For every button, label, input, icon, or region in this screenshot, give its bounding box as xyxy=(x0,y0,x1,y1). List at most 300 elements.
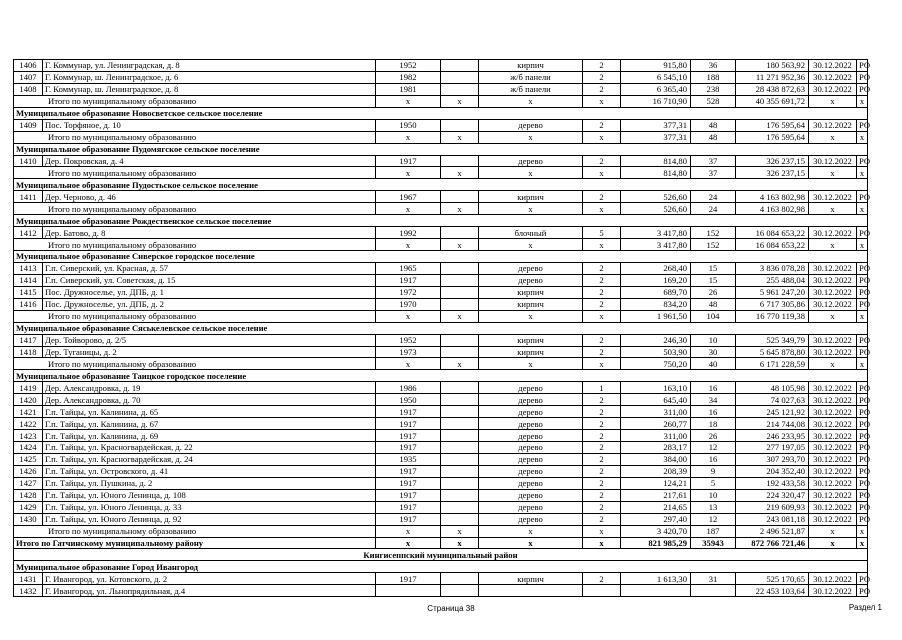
cost-cell: 224 320,47 xyxy=(736,489,809,501)
year-built-cell: 1952 xyxy=(376,60,441,72)
row-number: 1428 xyxy=(14,489,43,501)
repair-type-cell: РО xyxy=(857,465,868,477)
table-row xyxy=(14,191,868,203)
wall-material-cell: х xyxy=(479,525,583,537)
residents-cell: 18 xyxy=(691,418,736,430)
year-built-cell: 1965 xyxy=(376,262,441,274)
repair-type-cell: РО xyxy=(857,477,868,489)
row-number: 1423 xyxy=(14,430,43,442)
year-built-cell: х xyxy=(376,167,441,179)
year-built-cell: 1917 xyxy=(376,513,441,525)
repair-type-cell: РО xyxy=(857,501,868,513)
year-extra-cell xyxy=(441,442,479,454)
residents-cell xyxy=(691,585,736,597)
year-extra-cell: х xyxy=(441,95,479,107)
floors-cell: 2 xyxy=(583,60,621,72)
year-extra-cell xyxy=(441,573,479,585)
year-built-cell xyxy=(376,585,441,597)
year-extra-cell xyxy=(441,382,479,394)
address-cell: Г.п. Тайцы, ул. Калинина, д. 67 xyxy=(43,418,376,430)
floors-cell: х xyxy=(583,537,621,549)
year-built-cell: 1970 xyxy=(376,298,441,310)
wall-material-cell: дерево xyxy=(479,465,583,477)
residents-cell: 12 xyxy=(691,513,736,525)
area-cell: 311,00 xyxy=(621,406,691,418)
repair-type-cell: х xyxy=(857,310,868,322)
floors-cell: 2 xyxy=(583,191,621,203)
wall-material-cell: дерево xyxy=(479,262,583,274)
residents-cell: 152 xyxy=(691,239,736,251)
row-number: 1420 xyxy=(14,394,43,406)
year-extra-cell xyxy=(441,334,479,346)
year-built-cell: 1917 xyxy=(376,477,441,489)
deadline-cell: 30.12.2022 xyxy=(809,477,857,489)
deadline-cell: 30.12.2022 xyxy=(809,394,857,406)
municipality-total-row xyxy=(14,358,868,370)
deadline-cell: 30.12.2022 xyxy=(809,585,857,597)
address-cell: Пос. Торфяное, д. 10 xyxy=(43,119,376,131)
cost-cell: 525 170,65 xyxy=(736,573,809,585)
residents-cell: 30 xyxy=(691,346,736,358)
area-cell: 246,30 xyxy=(621,334,691,346)
floors-cell: х xyxy=(583,239,621,251)
cost-cell: 219 609,93 xyxy=(736,501,809,513)
wall-material-cell: блочный xyxy=(479,227,583,239)
deadline-cell: 30.12.2022 xyxy=(809,501,857,513)
municipality-name: Муниципальное образование Сиверское городское поселение xyxy=(14,251,868,263)
row-number: 1410 xyxy=(14,155,43,167)
year-built-cell: 1973 xyxy=(376,346,441,358)
deadline-cell: 30.12.2022 xyxy=(809,406,857,418)
deadline-cell: 30.12.2022 xyxy=(809,191,857,203)
area-cell: 377,31 xyxy=(621,119,691,131)
year-built-cell: 1986 xyxy=(376,382,441,394)
wall-material-cell: дерево xyxy=(479,453,583,465)
wall-material-cell: кирпич xyxy=(479,191,583,203)
table-row xyxy=(14,513,868,525)
deadline-cell: 30.12.2022 xyxy=(809,489,857,501)
table-row xyxy=(14,286,868,298)
table-row xyxy=(14,71,868,83)
cost-cell: 16 770 119,38 xyxy=(736,310,809,322)
cost-cell: 2 496 521,87 xyxy=(736,525,809,537)
area-cell: 821 985,29 xyxy=(621,537,691,549)
area-cell: 1 613,30 xyxy=(621,573,691,585)
residents-cell: 48 xyxy=(691,119,736,131)
repair-type-cell: РО xyxy=(857,585,868,597)
row-number: 1418 xyxy=(14,346,43,358)
year-built-cell: 1917 xyxy=(376,489,441,501)
area-cell: 214,65 xyxy=(621,501,691,513)
total-label: Итого по муниципальному образованию xyxy=(14,131,376,143)
repair-type-cell: х xyxy=(857,203,868,215)
residents-cell: 40 xyxy=(691,358,736,370)
floors-cell: 2 xyxy=(583,262,621,274)
deadline-cell: 30.12.2022 xyxy=(809,83,857,95)
residents-cell: 15 xyxy=(691,262,736,274)
row-number: 1409 xyxy=(14,119,43,131)
repair-type-cell: РО xyxy=(857,71,868,83)
wall-material-cell xyxy=(479,585,583,597)
year-extra-cell: х xyxy=(441,167,479,179)
deadline-cell: 30.12.2022 xyxy=(809,298,857,310)
floors-cell: 2 xyxy=(583,453,621,465)
year-built-cell: х xyxy=(376,239,441,251)
year-extra-cell xyxy=(441,430,479,442)
address-cell: Г.п. Тайцы, ул. Красногвардейская, д. 24 xyxy=(43,453,376,465)
municipality-name: Муниципальное образование Пудомягское сельское поселение xyxy=(14,143,868,155)
deadline-cell: 30.12.2022 xyxy=(809,119,857,131)
wall-material-cell: дерево xyxy=(479,394,583,406)
repair-type-cell: х xyxy=(857,95,868,107)
section-label: Раздел 1 xyxy=(848,603,882,612)
cost-cell: 48 105,98 xyxy=(736,382,809,394)
year-built-cell: х xyxy=(376,310,441,322)
repair-type-cell: РО xyxy=(857,227,868,239)
repair-type-cell: РО xyxy=(857,513,868,525)
year-built-cell: 1950 xyxy=(376,119,441,131)
repair-type-cell: РО xyxy=(857,191,868,203)
wall-material-cell: дерево xyxy=(479,406,583,418)
repair-type-cell: х xyxy=(857,239,868,251)
deadline-cell: х xyxy=(809,358,857,370)
district-name: Кингисеппский муниципальный район xyxy=(14,549,868,561)
year-built-cell: х xyxy=(376,537,441,549)
floors-cell: х xyxy=(583,95,621,107)
year-built-cell: 1917 xyxy=(376,274,441,286)
residents-cell: 152 xyxy=(691,227,736,239)
year-built-cell: 1917 xyxy=(376,465,441,477)
year-extra-cell xyxy=(441,394,479,406)
repair-type-cell: РО xyxy=(857,418,868,430)
deadline-cell: 30.12.2022 xyxy=(809,442,857,454)
deadline-cell: 30.12.2022 xyxy=(809,155,857,167)
area-cell: 689,70 xyxy=(621,286,691,298)
year-extra-cell xyxy=(441,418,479,430)
floors-cell: 2 xyxy=(583,418,621,430)
address-cell: Пос. Дружноселье, ул. ДПБ, д. 2 xyxy=(43,298,376,310)
deadline-cell: х xyxy=(809,95,857,107)
row-number: 1417 xyxy=(14,334,43,346)
address-cell: Г.п. Тайцы, ул. Островского, д. 41 xyxy=(43,465,376,477)
floors-cell: 2 xyxy=(583,346,621,358)
year-extra-cell: х xyxy=(441,131,479,143)
deadline-cell: х xyxy=(809,131,857,143)
wall-material-cell: дерево xyxy=(479,513,583,525)
area-cell: 526,60 xyxy=(621,191,691,203)
floors-cell xyxy=(583,585,621,597)
cost-cell: 40 355 691,72 xyxy=(736,95,809,107)
year-extra-cell xyxy=(441,286,479,298)
year-built-cell: х xyxy=(376,203,441,215)
address-cell: Г. Коммунар, ш. Ленинградское, д. 8 xyxy=(43,83,376,95)
year-built-cell: х xyxy=(376,95,441,107)
year-built-cell: 1917 xyxy=(376,406,441,418)
address-cell: Г. Ивангород, ул. Льнопрядильная, д.4 xyxy=(43,585,376,597)
floors-cell: 2 xyxy=(583,286,621,298)
repair-type-cell: РО xyxy=(857,573,868,585)
repair-type-cell: РО xyxy=(857,442,868,454)
floors-cell: 2 xyxy=(583,465,621,477)
floors-cell: х xyxy=(583,131,621,143)
municipality-header-row xyxy=(14,215,868,227)
table-row xyxy=(14,346,868,358)
repair-type-cell: х xyxy=(857,167,868,179)
repair-type-cell: РО xyxy=(857,83,868,95)
area-cell: 645,40 xyxy=(621,394,691,406)
wall-material-cell: дерево xyxy=(479,442,583,454)
wall-material-cell: ж/б панели xyxy=(479,71,583,83)
cost-cell: 255 488,04 xyxy=(736,274,809,286)
address-cell: Г. Коммунар, ш. Ленинградское, д. 6 xyxy=(43,71,376,83)
year-built-cell: х xyxy=(376,131,441,143)
address-cell: Г.п. Сиверский, ул. Красная, д. 57 xyxy=(43,262,376,274)
floors-cell: 2 xyxy=(583,71,621,83)
address-cell: Г.п. Тайцы, ул. Юного Ленинца, д. 92 xyxy=(43,513,376,525)
repair-type-cell: РО xyxy=(857,274,868,286)
cost-cell: 204 352,40 xyxy=(736,465,809,477)
residents-cell: 24 xyxy=(691,191,736,203)
year-extra-cell xyxy=(441,346,479,358)
floors-cell: х xyxy=(583,203,621,215)
wall-material-cell: дерево xyxy=(479,382,583,394)
year-built-cell: х xyxy=(376,525,441,537)
residents-cell: 13 xyxy=(691,501,736,513)
year-built-cell: 1917 xyxy=(376,418,441,430)
year-extra-cell xyxy=(441,227,479,239)
table-row xyxy=(14,418,868,430)
floors-cell: 2 xyxy=(583,573,621,585)
year-extra-cell xyxy=(441,501,479,513)
repair-type-cell: х xyxy=(857,525,868,537)
wall-material-cell: дерево xyxy=(479,501,583,513)
table-row xyxy=(14,394,868,406)
year-extra-cell: х xyxy=(441,203,479,215)
year-extra-cell xyxy=(441,191,479,203)
year-built-cell: 1992 xyxy=(376,227,441,239)
area-cell: 814,80 xyxy=(621,155,691,167)
floors-cell: 2 xyxy=(583,83,621,95)
row-number: 1419 xyxy=(14,382,43,394)
table-row xyxy=(14,465,868,477)
floors-cell: 2 xyxy=(583,394,621,406)
wall-material-cell: дерево xyxy=(479,119,583,131)
municipality-total-row xyxy=(14,167,868,179)
cost-cell: 4 163 802,98 xyxy=(736,203,809,215)
table-row xyxy=(14,430,868,442)
address-cell: Дер. Александровка, д. 70 xyxy=(43,394,376,406)
area-cell: 834,20 xyxy=(621,298,691,310)
address-cell: Г. Ивангород, ул. Котовского, д. 2 xyxy=(43,573,376,585)
cost-cell: 245 121,92 xyxy=(736,406,809,418)
address-cell: Г. Коммунар, ул. Ленинградская, д. 8 xyxy=(43,60,376,72)
residents-cell: 34 xyxy=(691,394,736,406)
area-cell: 3 417,80 xyxy=(621,239,691,251)
address-cell: Г.п. Тайцы, ул. Калинина, д. 69 xyxy=(43,430,376,442)
wall-material-cell: кирпич xyxy=(479,346,583,358)
row-number: 1412 xyxy=(14,227,43,239)
residents-cell: 9 xyxy=(691,465,736,477)
cost-cell: 3 836 078,28 xyxy=(736,262,809,274)
address-cell: Дер. Покровская, д. 4 xyxy=(43,155,376,167)
year-extra-cell: х xyxy=(441,537,479,549)
row-number: 1421 xyxy=(14,406,43,418)
municipality-total-row xyxy=(14,310,868,322)
year-built-cell: 1950 xyxy=(376,394,441,406)
repair-type-cell: РО xyxy=(857,382,868,394)
row-number: 1422 xyxy=(14,418,43,430)
row-number: 1426 xyxy=(14,465,43,477)
residents-cell: 187 xyxy=(691,525,736,537)
repair-type-cell: РО xyxy=(857,119,868,131)
residents-cell: 5 xyxy=(691,477,736,489)
table-row xyxy=(14,406,868,418)
deadline-cell: 30.12.2022 xyxy=(809,382,857,394)
table-body xyxy=(14,60,871,597)
cost-cell: 246 233,95 xyxy=(736,430,809,442)
residents-cell: 15 xyxy=(691,274,736,286)
year-built-cell: х xyxy=(376,358,441,370)
residents-cell: 10 xyxy=(691,489,736,501)
deadline-cell: 30.12.2022 xyxy=(809,418,857,430)
cost-cell: 326 237,15 xyxy=(736,155,809,167)
repair-type-cell: х xyxy=(857,537,868,549)
repair-type-cell: РО xyxy=(857,346,868,358)
repair-type-cell: РО xyxy=(857,489,868,501)
floors-cell: 5 xyxy=(583,227,621,239)
municipality-header-row xyxy=(14,561,868,573)
area-cell: 1 961,50 xyxy=(621,310,691,322)
cost-cell: 176 595,64 xyxy=(736,131,809,143)
row-number: 1406 xyxy=(14,60,43,72)
table-row xyxy=(14,501,868,513)
year-extra-cell: х xyxy=(441,358,479,370)
cost-cell: 5 645 878,80 xyxy=(736,346,809,358)
deadline-cell: 30.12.2022 xyxy=(809,286,857,298)
year-built-cell: 1917 xyxy=(376,501,441,513)
area-cell: 915,80 xyxy=(621,60,691,72)
year-extra-cell xyxy=(441,119,479,131)
table-row xyxy=(14,573,868,585)
wall-material-cell: кирпич xyxy=(479,286,583,298)
repair-type-cell: РО xyxy=(857,286,868,298)
floors-cell: х xyxy=(583,310,621,322)
year-extra-cell xyxy=(441,298,479,310)
deadline-cell: 30.12.2022 xyxy=(809,573,857,585)
floors-cell: 2 xyxy=(583,298,621,310)
row-number: 1429 xyxy=(14,501,43,513)
municipality-name: Муниципальное образование Город Ивангород xyxy=(14,561,868,573)
wall-material-cell: дерево xyxy=(479,430,583,442)
deadline-cell: 30.12.2022 xyxy=(809,513,857,525)
wall-material-cell: кирпич xyxy=(479,334,583,346)
municipality-name: Муниципальное образование Новосветское сельское поселение xyxy=(14,107,868,119)
deadline-cell: 30.12.2022 xyxy=(809,274,857,286)
address-cell: Дер. Тойворово, д. 2/5 xyxy=(43,334,376,346)
wall-material-cell: х xyxy=(479,131,583,143)
residents-cell: 16 xyxy=(691,453,736,465)
year-built-cell: 1967 xyxy=(376,191,441,203)
year-built-cell: 1917 xyxy=(376,442,441,454)
total-label: Итого по муниципальному образованию xyxy=(14,167,376,179)
floors-cell: 2 xyxy=(583,406,621,418)
residents-cell: 238 xyxy=(691,83,736,95)
year-built-cell: 1981 xyxy=(376,83,441,95)
wall-material-cell: кирпич xyxy=(479,60,583,72)
repair-type-cell: РО xyxy=(857,262,868,274)
residents-cell: 48 xyxy=(691,131,736,143)
year-built-cell: 1917 xyxy=(376,430,441,442)
year-extra-cell xyxy=(441,83,479,95)
residents-cell: 37 xyxy=(691,155,736,167)
cost-cell: 243 081,18 xyxy=(736,513,809,525)
row-number: 1408 xyxy=(14,83,43,95)
municipality-total-row xyxy=(14,95,868,107)
deadline-cell: х xyxy=(809,537,857,549)
district-total-row xyxy=(14,537,868,549)
address-cell: Дер. Туганицы, д. 2 xyxy=(43,346,376,358)
year-extra-cell xyxy=(441,453,479,465)
wall-material-cell: х xyxy=(479,239,583,251)
repair-type-cell: х xyxy=(857,358,868,370)
table-row xyxy=(14,489,868,501)
floors-cell: 2 xyxy=(583,119,621,131)
table-row xyxy=(14,477,868,489)
cost-cell: 16 084 653,22 xyxy=(736,227,809,239)
area-cell: 6 365,40 xyxy=(621,83,691,95)
table-row xyxy=(14,155,868,167)
table-row xyxy=(14,83,868,95)
area-cell: 16 710,90 xyxy=(621,95,691,107)
year-extra-cell xyxy=(441,71,479,83)
cost-cell: 176 595,64 xyxy=(736,119,809,131)
year-built-cell: 1982 xyxy=(376,71,441,83)
floors-cell: 2 xyxy=(583,274,621,286)
total-label: Итого по муниципальному образованию xyxy=(14,310,376,322)
wall-material-cell: х xyxy=(479,358,583,370)
deadline-cell: 30.12.2022 xyxy=(809,334,857,346)
address-cell: Г.п. Тайцы, ул. Калинина, д. 65 xyxy=(43,406,376,418)
repair-type-cell: РО xyxy=(857,298,868,310)
year-extra-cell xyxy=(441,60,479,72)
floors-cell: 1 xyxy=(583,382,621,394)
deadline-cell: х xyxy=(809,167,857,179)
deadline-cell: х xyxy=(809,525,857,537)
wall-material-cell: х xyxy=(479,167,583,179)
year-extra-cell xyxy=(441,465,479,477)
area-cell: 3 417,80 xyxy=(621,227,691,239)
row-number: 1413 xyxy=(14,262,43,274)
table-row xyxy=(14,442,868,454)
floors-cell: 2 xyxy=(583,334,621,346)
cost-cell: 214 744,08 xyxy=(736,418,809,430)
wall-material-cell: дерево xyxy=(479,418,583,430)
repair-type-cell: РО xyxy=(857,334,868,346)
row-number: 1411 xyxy=(14,191,43,203)
floors-cell: х xyxy=(583,358,621,370)
residents-cell: 31 xyxy=(691,573,736,585)
year-built-cell: 1952 xyxy=(376,334,441,346)
municipality-name: Муниципальное образование Таицкое городское поселение xyxy=(14,370,868,382)
residents-cell: 104 xyxy=(691,310,736,322)
deadline-cell: 30.12.2022 xyxy=(809,430,857,442)
wall-material-cell: дерево xyxy=(479,274,583,286)
row-number: 1416 xyxy=(14,298,43,310)
wall-material-cell: х xyxy=(479,203,583,215)
wall-material-cell: кирпич xyxy=(479,573,583,585)
row-number: 1430 xyxy=(14,513,43,525)
table-row xyxy=(14,453,868,465)
